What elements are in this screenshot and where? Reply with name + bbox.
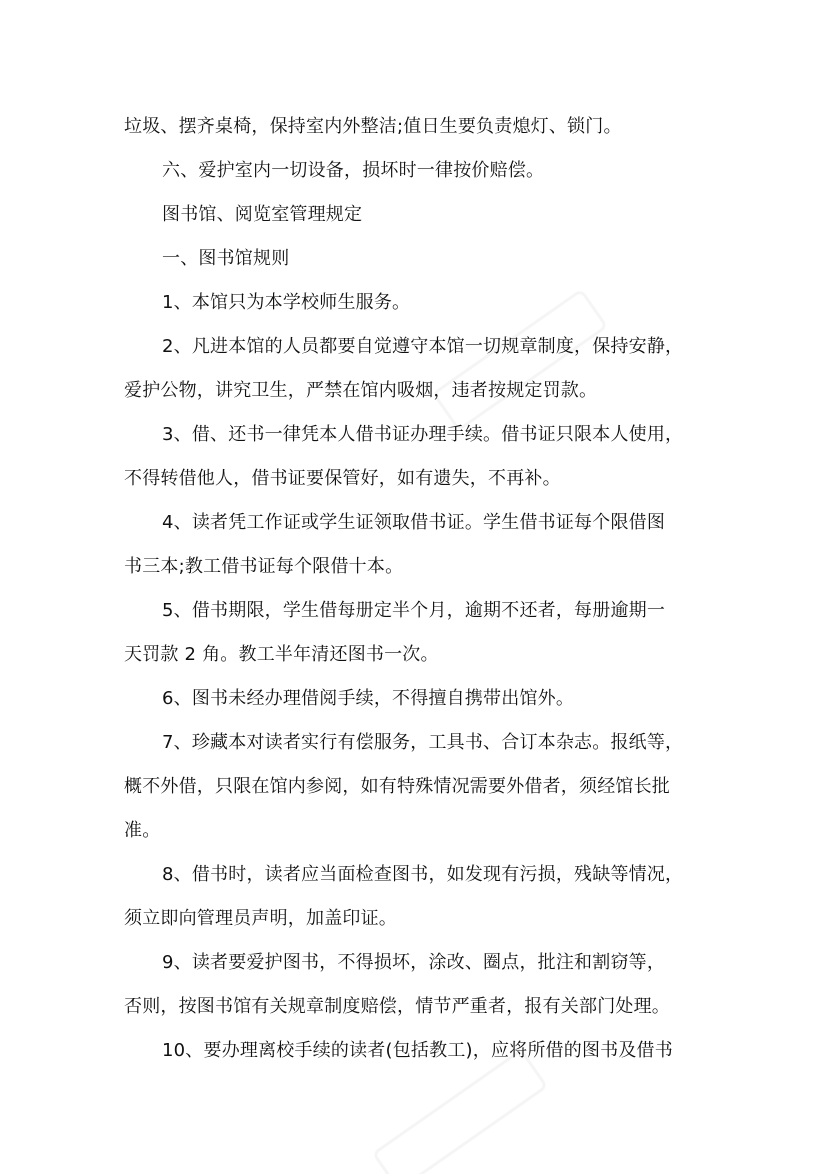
text-line: 8、借书时，读者应当面检查图书，如发现有污损，残缺等情况， (162, 864, 684, 885)
subsection-heading: 一、图书馆规则 (162, 248, 290, 269)
text-line: 概不外借，只限在馆内参阅，如有特殊情况需要外借者，须经馆长批 (124, 776, 670, 797)
text-line: 1、本馆只为本学校师生服务。 (162, 292, 411, 313)
text-line: 5、借书期限，学生借每册定半个月，逾期不还者，每册逾期一 (162, 600, 666, 621)
text-line: 10、要办理离校手续的读者(包括教工)，应将所借的图书及借书 (162, 1040, 673, 1061)
text-line: 3、借、还书一律凭本人借书证办理手续。借书证只限本人使用， (162, 424, 684, 445)
text-line: 不得转借他人，借书证要保管好，如有遗失，不再补。 (124, 468, 561, 489)
text-line: 6、图书未经办理借阅手续，不得擅自携带出馆外。 (162, 688, 575, 709)
text-line: 2、凡进本馆的人员都要自觉遵守本馆一切规章制度，保持安静， (162, 336, 684, 357)
text-line: 书三本;教工借书证每个限借十本。 (124, 556, 404, 577)
document-body (124, 105, 714, 1073)
text-line: 4、读者凭工作证或学生证领取借书证。学生借书证每个限借图 (162, 512, 666, 533)
text-line: 须立即向管理员声明，加盖印证。 (124, 908, 397, 929)
text-line: 天罚款 2 角。教工半年清还图书一次。 (124, 644, 439, 665)
text-line: 7、珍藏本对读者实行有偿服务，工具书、合订本杂志。报纸等， (162, 732, 684, 753)
text-line: 否则，按图书馆有关规章制度赔偿，情节严重者，报有关部门处理。 (124, 996, 670, 1017)
text-line: 垃圾、摆齐桌椅，保持室内外整洁;值日生要负责熄灯、锁门。 (124, 116, 622, 137)
text-line: 9、读者要爱护图书，不得损坏，涂改、圈点，批注和割窃等， (162, 952, 666, 973)
text-line: 准。 (124, 820, 161, 841)
section-heading: 图书馆、阅览室管理规定 (162, 204, 363, 225)
text-line: 六、爱护室内一切设备，损坏时一律按价赔偿。 (162, 160, 545, 181)
text-line: 爱护公物，讲究卫生，严禁在馆内吸烟，违者按规定罚款。 (124, 380, 598, 401)
